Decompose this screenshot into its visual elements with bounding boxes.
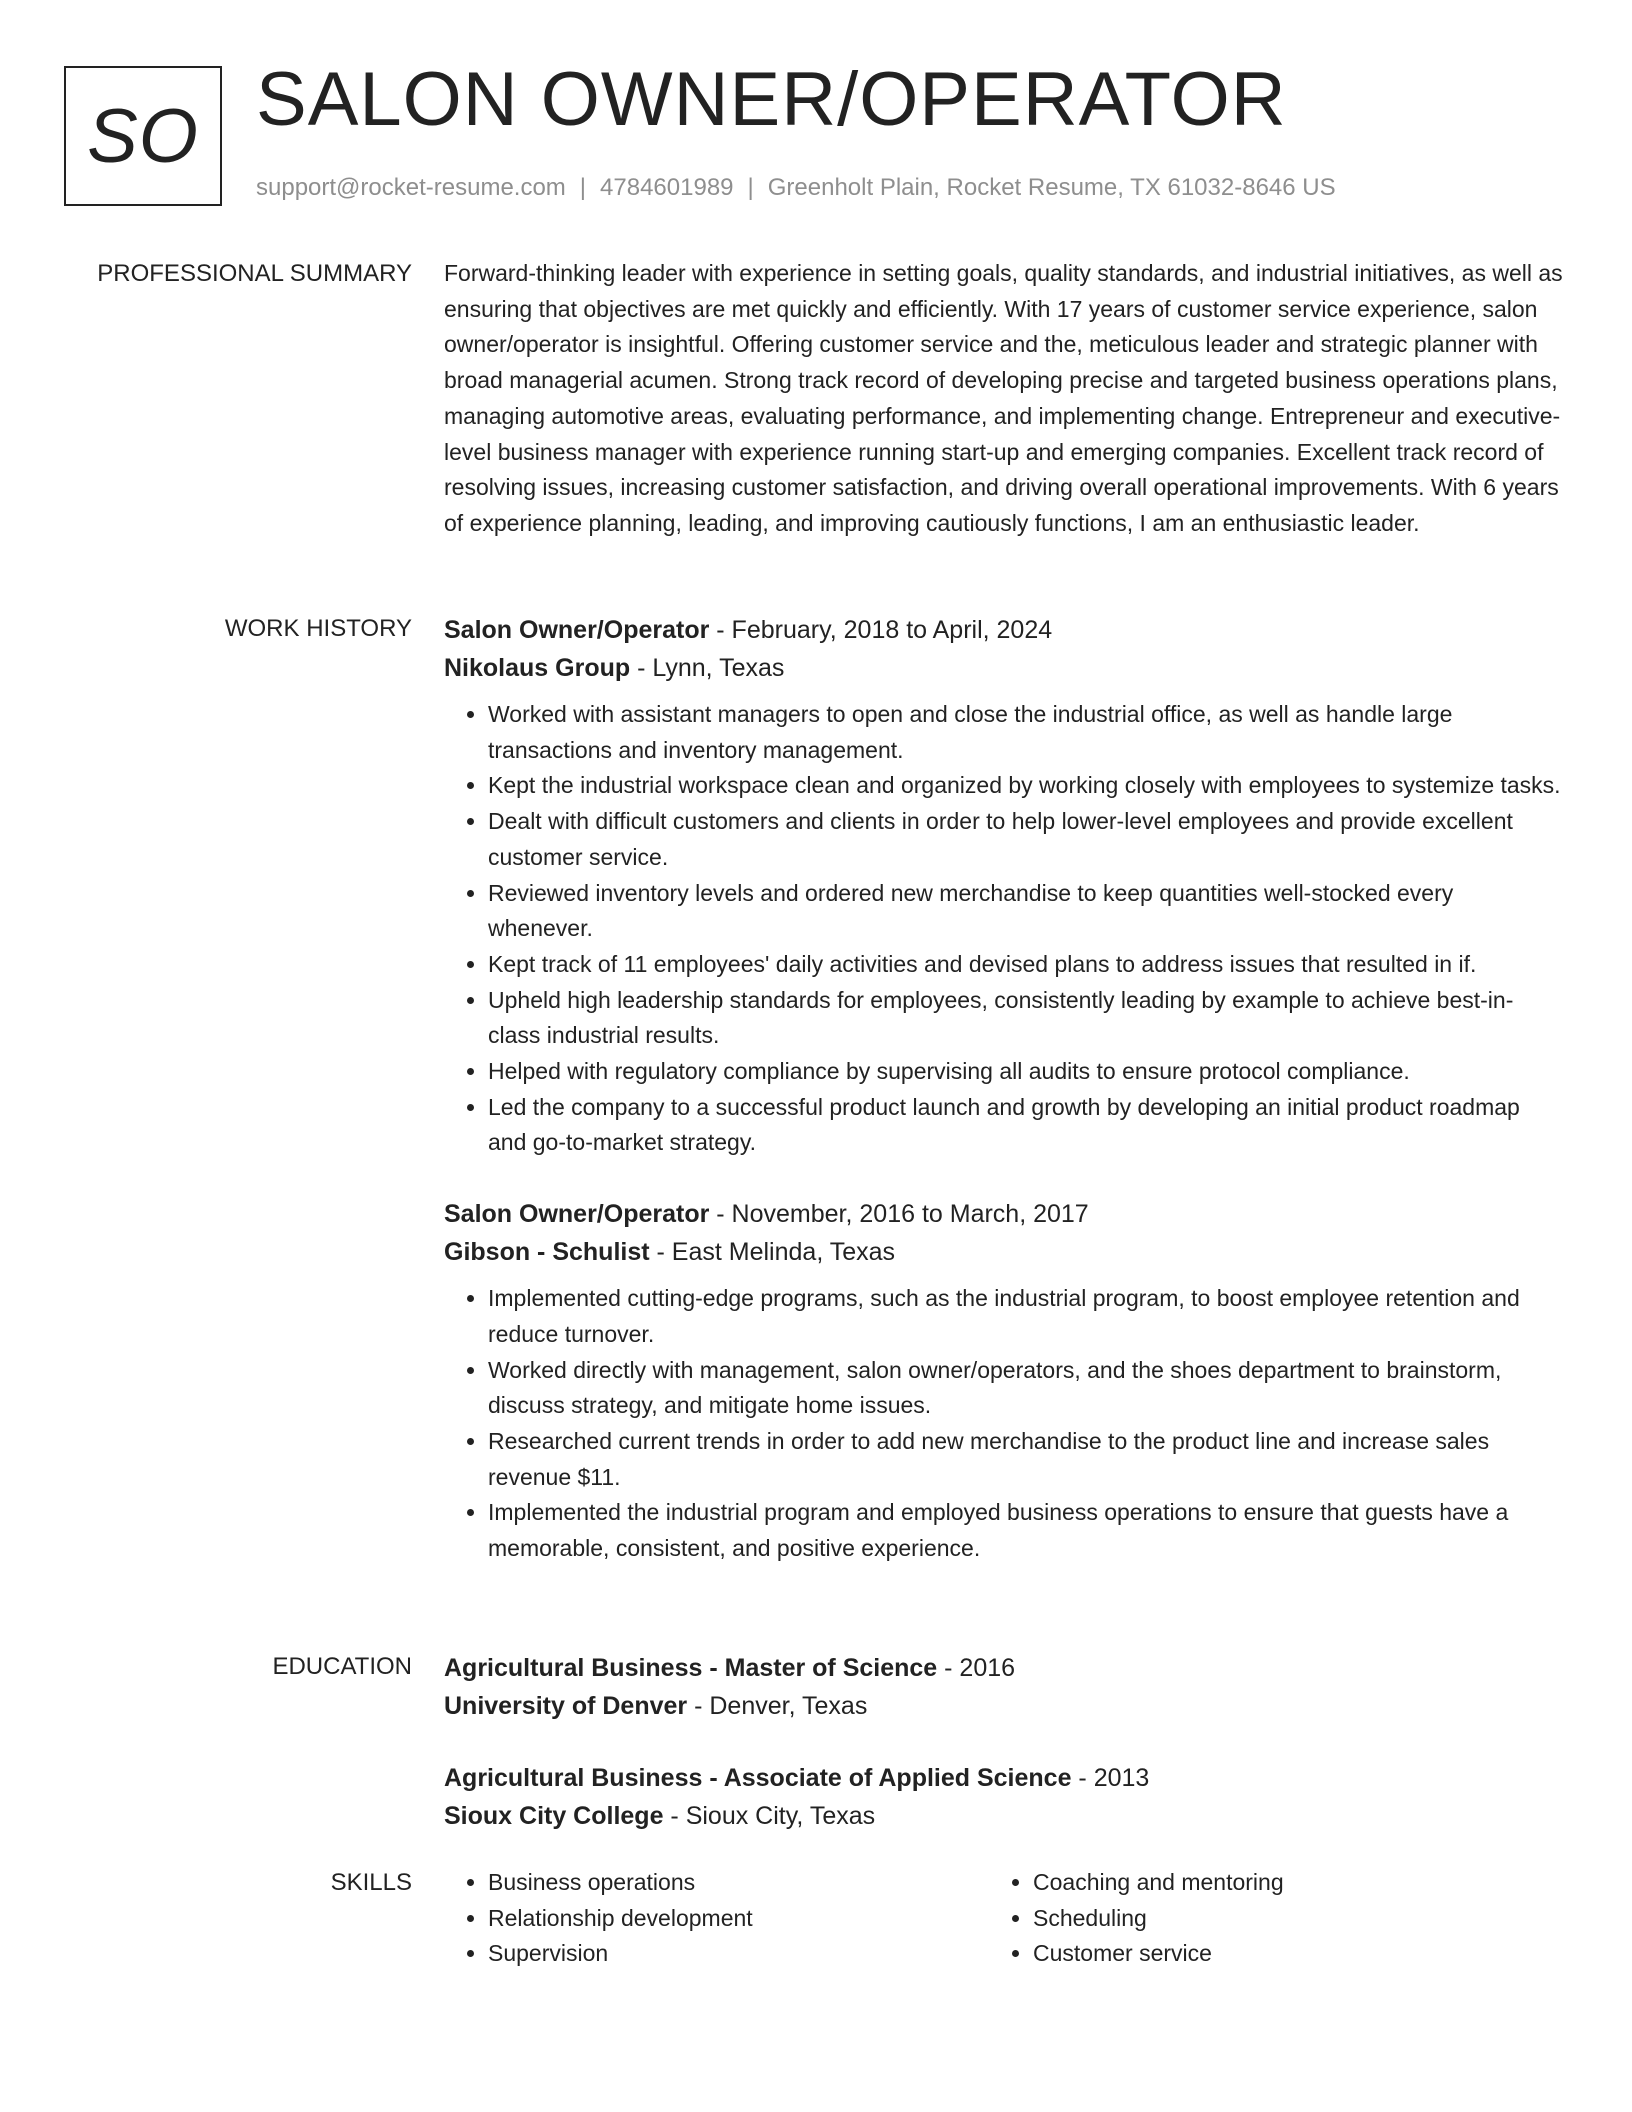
skill-item: • Supervision xyxy=(488,1936,989,1972)
degree-line xyxy=(444,1649,1564,1687)
education-entry xyxy=(444,1649,1564,1725)
list-item: • Helped with regulatory compliance by supervising all audits to ensure protocol compliance. xyxy=(488,1054,1564,1090)
skills-column-right xyxy=(989,1865,1534,1972)
list-item: • Researched current trends in order to add new merchandise to the product line and increase sales revenue $11. xyxy=(488,1424,1564,1495)
list-item: • Kept track of 11 employees' daily activities and devised plans to address issues that resulted in if. xyxy=(488,947,1564,983)
job-company: Nikolaus Group xyxy=(444,654,631,682)
job-company-line xyxy=(444,1233,1564,1271)
contact-email: support@rocket-resume.com xyxy=(256,174,566,201)
contact-separator: | xyxy=(579,174,587,201)
school-line xyxy=(444,1687,1564,1725)
job-title: Salon Owner/Operator xyxy=(444,616,710,644)
job-location: - East Melinda, Texas xyxy=(649,1238,896,1267)
skills-list xyxy=(444,1865,989,1972)
section-label: SKILLS xyxy=(330,1869,412,1896)
contact-address: Greenholt Plain, Rocket Resume, TX 61032-8646 US xyxy=(767,174,1336,201)
school: Sioux City College xyxy=(444,1802,664,1830)
monogram: SO xyxy=(64,66,222,206)
list-item: • Upheld high leadership standards for employees, consistently leading by example to achieve best-in-class industrial results. xyxy=(488,983,1564,1054)
list-item: • Dealt with difficult customers and clients in order to help lower-level employees and provide excellent customer service. xyxy=(488,804,1564,875)
education-body xyxy=(444,1649,1564,1835)
job-title-line xyxy=(444,611,1564,649)
section-label: EDUCATION xyxy=(272,1653,412,1680)
skill-item: • Coaching and mentoring xyxy=(1033,1865,1534,1901)
job-bullets xyxy=(444,1281,1564,1567)
section-label: WORK HISTORY xyxy=(224,615,412,642)
skill-item: • Scheduling xyxy=(1033,1901,1534,1937)
job-location: - Lynn, Texas xyxy=(630,654,785,682)
list-item: • Worked with assistant managers to open and close the industrial office, as well as handle large transactions and inventory management. xyxy=(488,697,1564,768)
job-entry xyxy=(444,1195,1564,1567)
skill-item: • Relationship development xyxy=(488,1901,989,1937)
contact-phone: 4784601989 xyxy=(600,174,734,201)
school-line xyxy=(444,1797,1564,1835)
job-title-line xyxy=(444,1195,1564,1233)
education-entry xyxy=(444,1759,1564,1835)
page-title: SALON OWNER/OPERATOR xyxy=(256,57,1287,142)
summary-text: Forward-thinking leader with experience in setting goals, quality standards, and industrial initiatives, as well as ensuring that objectives are met quickly and efficiently. With 17 years of customer service experience, salon owner/operator is insightful. Offering customer service and the, meticulous leader and strategic planner with broad managerial acumen. Strong track record of developing precise and targeted business operations plans, managing automotive areas, evaluating performance, and implementing change. Entrepreneur and executive-level business manager with experience running start-up and emerging companies. Excellent track record of resolving issues, increasing customer satisfaction, and driving overall operational improvements. With 6 years of experience planning, leading, and improving cautiously functions, I am an enthusiastic leader. xyxy=(444,260,1563,536)
job-company: Gibson - Schulist xyxy=(444,1238,650,1267)
degree: Agricultural Business - Master of Science xyxy=(444,1654,938,1682)
degree-line xyxy=(444,1759,1564,1797)
list-item: • Implemented cutting-edge programs, such as the industrial program, to boost employee retention and reduce turnover. xyxy=(488,1281,1564,1352)
degree-year: - 2013 xyxy=(1071,1764,1150,1792)
list-item: • Reviewed inventory levels and ordered new merchandise to keep quantities well-stocked every whenever. xyxy=(488,876,1564,947)
job-dates: - November, 2016 to March, 2017 xyxy=(709,1200,1089,1229)
skill-item: • Customer service xyxy=(1033,1936,1534,1972)
school-location: - Sioux City, Texas xyxy=(663,1802,876,1830)
skills-grid xyxy=(444,1865,1564,1972)
list-item: • Kept the industrial workspace clean and organized by working closely with employees to systemize tasks. xyxy=(488,768,1564,804)
job-bullets xyxy=(444,697,1564,1161)
skill-item: • Business operations xyxy=(488,1865,989,1901)
skills-column-left xyxy=(444,1865,989,1972)
degree: Agricultural Business - Associate of Applied Science xyxy=(444,1764,1072,1792)
list-item: • Worked directly with management, salon owner/operators, and the shoes department to brainstorm, discuss strategy, and mitigate home issues. xyxy=(488,1353,1564,1424)
job-entry xyxy=(444,611,1564,1161)
list-item: • Led the company to a successful product launch and growth by developing an initial product roadmap and go-to-market strategy. xyxy=(488,1090,1564,1161)
section-label: PROFESSIONAL SUMMARY xyxy=(97,260,412,287)
contact-separator: | xyxy=(747,174,754,201)
contact-line xyxy=(256,174,1336,202)
summary-body xyxy=(444,256,1564,542)
skills-list xyxy=(989,1865,1534,1972)
skills-body xyxy=(444,1865,1564,1972)
degree-year: - 2016 xyxy=(937,1654,1016,1682)
school-location: - Denver, Texas xyxy=(687,1692,868,1720)
list-item: • Implemented the industrial program and employed business operations to ensure that guests have a memorable, consistent, and positive experience. xyxy=(488,1495,1564,1566)
school: University of Denver xyxy=(444,1692,688,1720)
job-dates: - February, 2018 to April, 2024 xyxy=(709,616,1053,644)
work-body xyxy=(444,611,1564,1567)
job-company-line xyxy=(444,649,1564,687)
job-title: Salon Owner/Operator xyxy=(444,1200,710,1229)
